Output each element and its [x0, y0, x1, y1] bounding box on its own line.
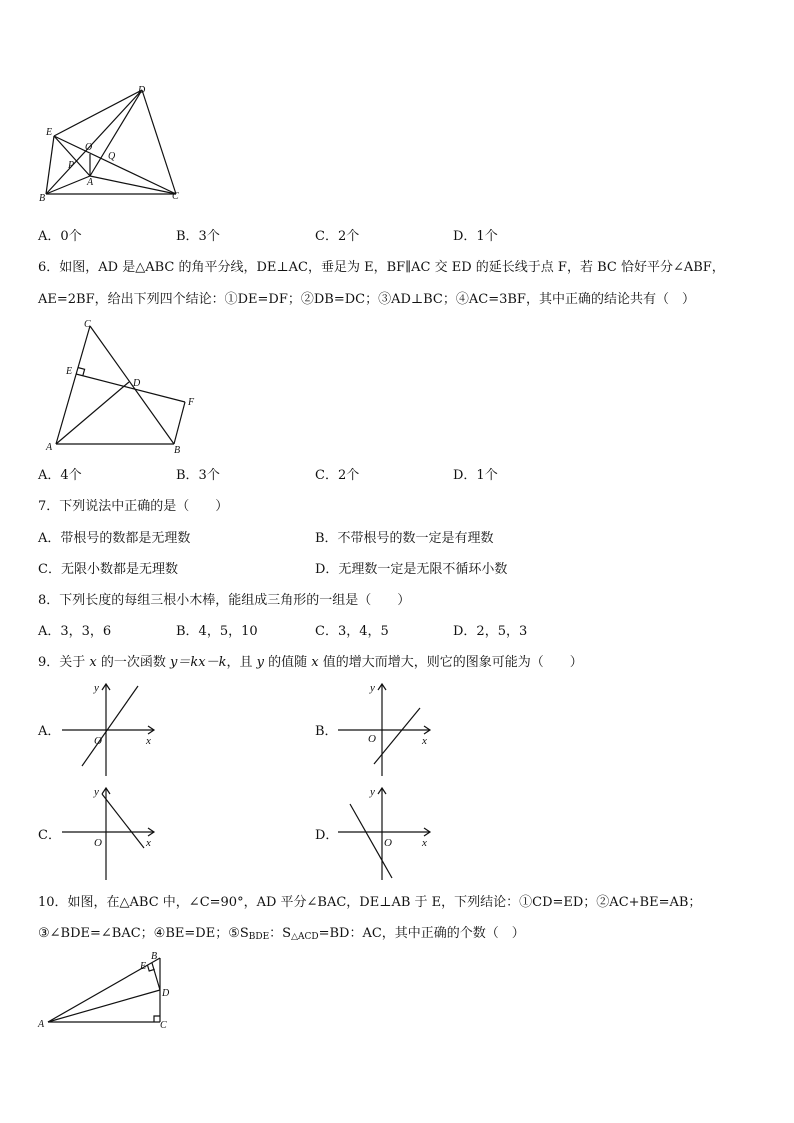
q5-figure — [36, 82, 196, 212]
q10-label-E: E — [140, 961, 147, 972]
q5-label-O: O — [85, 142, 93, 153]
q9-c-x-label: x — [146, 837, 151, 849]
q9-stem-part-a: 9．关于 — [38, 655, 90, 670]
q6-label-E: E — [66, 366, 73, 377]
q5-option-b: B．3个 — [176, 229, 220, 244]
q6-label-B: B — [174, 445, 181, 456]
q10-label-A: A — [38, 1019, 45, 1030]
q9-c-origin: O — [94, 837, 102, 849]
q6-label-D: D — [133, 378, 141, 389]
q6-option-b: B．3个 — [176, 468, 220, 483]
q9-option-c-letter: C． — [38, 828, 61, 843]
q10-sub-bde: BDE — [248, 932, 270, 942]
q9-var-y: y — [256, 655, 264, 670]
q10-label-C: C — [160, 1020, 167, 1031]
q8-option-d: D．2，5，3 — [453, 624, 528, 639]
q7-stem: 7．下列说法中正确的是（ ） — [38, 499, 229, 514]
q9-option-b-letter: B． — [315, 724, 338, 739]
q10-label-B: B — [151, 951, 158, 962]
q9-d-origin: O — [384, 837, 392, 849]
q6-stem-line2: AE=2BF，给出下列四个结论：①DE=DF；②DB=DC；③AD⊥BC；④AC=3BF，其中正确的结论共有（ ） — [38, 292, 695, 307]
q5-label-Q: Q — [108, 151, 116, 162]
q8-option-a: A．3，3，6 — [38, 624, 112, 639]
q10-figure — [36, 950, 176, 1034]
q9-option-d-letter: D． — [315, 828, 339, 843]
q10-label-D: D — [162, 988, 170, 999]
q5-label-D: D — [138, 85, 146, 96]
q8-stem: 8．下列长度的每组三根小木棒，能组成三角形的一组是（ ） — [38, 593, 411, 608]
q10-stem-line2 — [38, 926, 525, 945]
q8-option-b: B．4，5，10 — [176, 624, 258, 639]
q5-label-C: C — [172, 191, 179, 202]
q9-b-x-label: x — [422, 735, 427, 747]
q5-option-c: C．2个 — [315, 229, 360, 244]
q5-label-P: P — [68, 160, 75, 171]
q6-label-C: C — [84, 319, 91, 330]
q10-line2-part-c: =BD：AC，其中正确的个数（ ） — [318, 926, 525, 941]
q5-label-E: E — [46, 127, 53, 138]
q5-option-d: D．1个 — [453, 229, 498, 244]
q5-label-B: B — [39, 193, 46, 204]
q9-stem-part-d: 的值随 — [263, 655, 312, 670]
q9-graph-c — [58, 782, 168, 882]
q10-sub-acd: △ACD — [291, 932, 319, 942]
q9-graph-b — [334, 678, 444, 778]
q8-option-c: C．3，4，5 — [315, 624, 389, 639]
q9-d-x-label: x — [422, 837, 427, 849]
q7-option-a: A．带根号的数都是无理数 — [38, 531, 191, 546]
q7-option-b: B．不带根号的数一定是有理数 — [315, 531, 494, 546]
q9-b-origin: O — [368, 733, 376, 745]
q9-graph-a — [58, 678, 168, 778]
q9-stem-part-c: ，且 — [226, 655, 257, 670]
q10-line2-part-a: ③∠BDE=∠BAC；④BE=DE；⑤S — [38, 926, 249, 941]
q9-stem — [38, 655, 583, 671]
q9-option-a-letter: A． — [38, 724, 61, 739]
q9-graph-d — [334, 782, 444, 882]
q6-stem-line1: 6．如图，AD 是△ABC 的角平分线，DE⊥AC，垂足为 E，BF∥AC 交 ED 的延长线于点 F，若 BC 恰好平分∠ABF， — [38, 260, 725, 275]
q7-option-d: D．无理数一定是无限不循环小数 — [315, 562, 508, 577]
q9-var-x-2: x — [311, 655, 319, 670]
q10-line2-part-b: ：S — [269, 926, 292, 941]
q9-var-x: x — [89, 655, 97, 670]
q6-option-c: C．2个 — [315, 468, 360, 483]
q7-option-c: C．无限小数都是无理数 — [38, 562, 178, 577]
q5-label-A: A — [87, 177, 94, 188]
q6-label-A: A — [46, 442, 53, 453]
q10-stem-line1: 10．如图，在△ABC 中，∠C=90°，AD 平分∠BAC，DE⊥AB 于 E，下列结论：①CD=ED；②AC+BE=AB； — [38, 895, 702, 910]
q9-formula: y＝kx－k — [170, 655, 227, 670]
q6-option-a: A．4个 — [38, 468, 82, 483]
q9-a-y-label: y — [94, 682, 99, 694]
q9-c-y-label: y — [94, 786, 99, 798]
q9-a-x-label: x — [146, 735, 151, 747]
q9-stem-part-b: 的一次函数 — [96, 655, 171, 670]
q6-option-d: D．1个 — [453, 468, 498, 483]
q6-figure — [40, 316, 210, 458]
q9-d-y-label: y — [370, 786, 375, 798]
q9-stem-part-e: 值的增大而增大，则它的图象可能为（ ） — [318, 655, 583, 670]
q5-option-a: A．0个 — [38, 229, 82, 244]
q6-label-F: F — [188, 397, 195, 408]
q9-a-origin: O — [94, 735, 102, 747]
q9-b-y-label: y — [370, 682, 375, 694]
